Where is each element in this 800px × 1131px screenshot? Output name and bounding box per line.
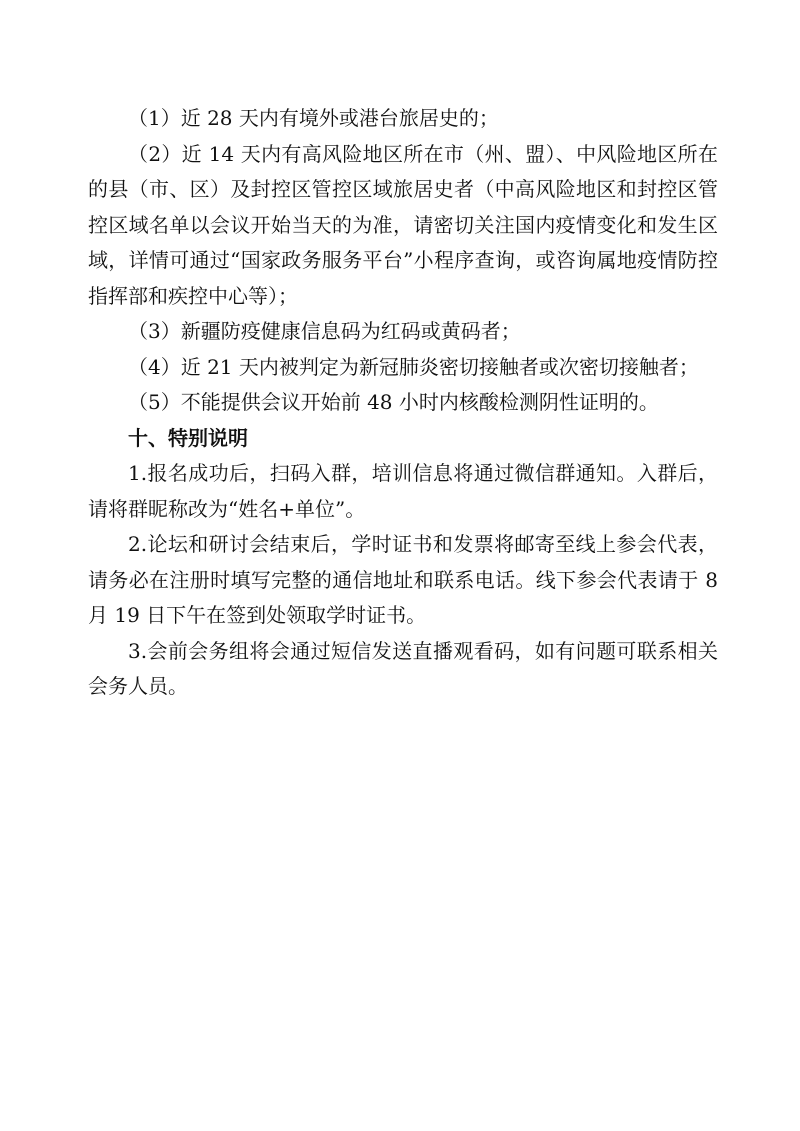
restriction-item-3: （3）新疆防疫健康信息码为红码或黄码者；	[128, 319, 521, 343]
special-note-3: 3.会前会务组将会通过短信发送直播观看码，如有问题可联系相关会务人员。	[88, 638, 718, 698]
restriction-item-4: （4）近 21 天内被判定为新冠肺炎密切接触者或次密切接触者；	[128, 354, 699, 379]
section-heading-special-notes: 十、特别说明	[128, 425, 248, 450]
special-note-2: 2.论坛和研讨会结束后，学时证书和发票将邮寄至线上参会代表，请务必在注册时填写完整的通信地址和联系电话。线下参会代表请于 8 月 19 日下午在签到处领取学时证书。	[88, 532, 718, 627]
restriction-item-2: （2）近 14 天内有高风险地区所在市（州、盟）、中风险地区所在的县（市、区）及封控区管控区域旅居史者（中高风险地区和封控区管控区域名单以会议开始当天的为准，请密切关注国内疫情变化和发生区域，详情可通过“国家政务服务平台”小程序查询，或咨询属地疫情防控指挥部和疾控中心等）；	[88, 141, 718, 308]
document-body	[88, 101, 718, 705]
restriction-item-1: （1）近 28 天内有境外或港台旅居史的；	[128, 106, 499, 130]
special-note-1: 1.报名成功后，扫码入群，培训信息将通过微信群通知。入群后，请将群昵称改为“姓名+单位”。	[88, 461, 718, 521]
restriction-item-5: （5）不能提供会议开始前 48 小时内核酸检测阴性证明的。	[128, 390, 659, 414]
